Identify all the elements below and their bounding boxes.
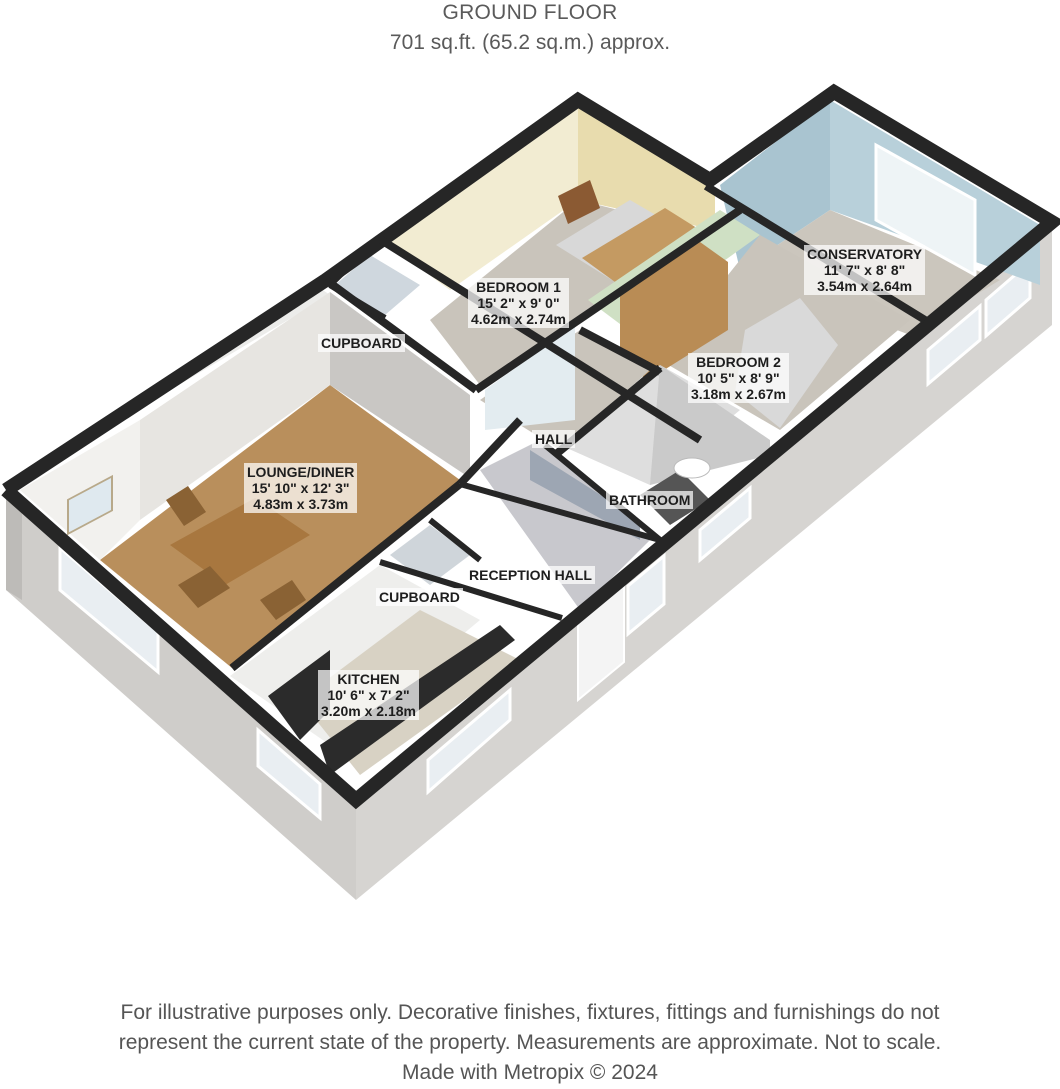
room-size-metric: 4.62m x 2.74m [471,311,566,327]
room-label-reception-hall [466,566,595,584]
room-label-bedroom-1 [468,278,569,328]
room-size-metric: 3.18m x 2.67m [691,386,786,402]
room-size-metric: 3.54m x 2.64m [817,278,913,294]
room-size-imperial: 10' 5" x 8' 9" [697,370,780,386]
room-name: KITCHEN [337,671,400,687]
floor-area: 701 sq.ft. (65.2 sq.m.) approx. [389,31,671,54]
room-name: BATHROOM [609,492,691,508]
room-size-imperial: 15' 10" x 12' 3" [251,480,350,496]
room-name: RECEPTION HALL [469,567,592,583]
sink [674,458,710,478]
room-size-metric: 4.83m x 3.73m [253,496,349,512]
room-label-cupboard-bottom [376,588,463,606]
room-name: CUPBOARD [379,589,460,605]
room-label-cupboard-top [318,334,405,352]
room-name: CONSERVATORY [807,246,923,262]
copyright-line: Made with Metropix © 2024 [402,1061,658,1084]
room-size-imperial: 11' 7" x 8' 8" [823,262,906,278]
disclaimer-line: For illustrative purposes only. Decorative finishes, fixtures, fittings and furnishings do not [120,1001,940,1024]
disclaimer [0,998,1060,1088]
room-label-hall [532,430,575,448]
room-size-metric: 3.20m x 2.18m [321,703,416,719]
room-name: LOUNGE/DINER [247,464,355,480]
room-label-lounge-diner [244,463,357,513]
room-label-conservatory [804,245,925,295]
room-label-bathroom [606,491,693,509]
room-label-bedroom-2 [688,353,789,403]
room-name: CUPBOARD [321,335,402,351]
room-name: BEDROOM 2 [696,354,781,370]
room-name: HALL [535,431,573,447]
room-size-imperial: 10' 6" x 7' 2" [327,687,410,703]
disclaimer-line: represent the current state of the property. Measurements are approximate. Not to scale. [118,1031,942,1054]
room-name: BEDROOM 1 [476,279,561,295]
room-label-kitchen [318,670,419,720]
floor-title: GROUND FLOOR [442,1,618,24]
room-size-imperial: 15' 2" x 9' 0" [477,295,560,311]
